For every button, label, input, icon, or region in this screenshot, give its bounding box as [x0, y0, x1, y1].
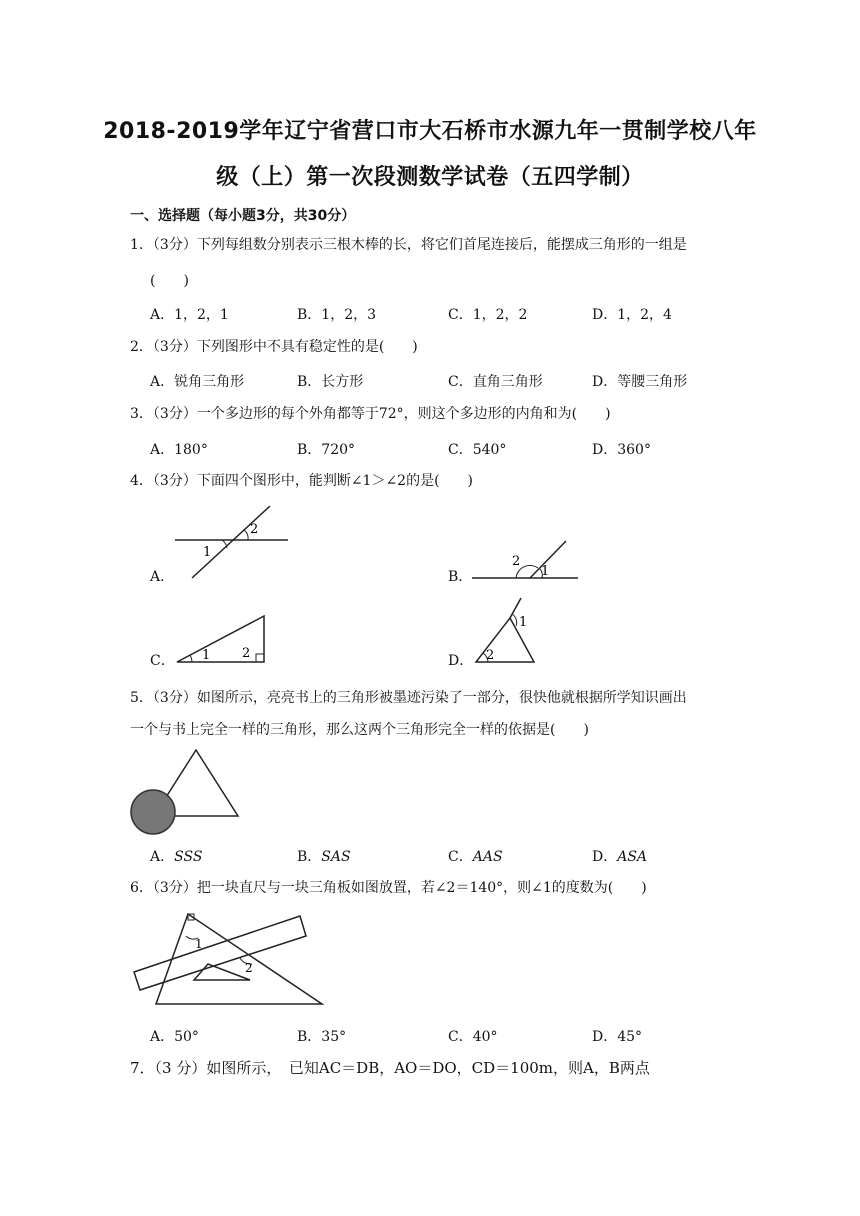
q5-option-a: A．SSS	[150, 849, 203, 865]
q4-figure-d	[466, 596, 541, 666]
q6-option-d: D．45°	[592, 1029, 643, 1045]
q4-figure-b	[468, 535, 588, 585]
q3-option-a: A．180°	[150, 442, 208, 458]
q4-option-c-label: C．	[150, 653, 175, 669]
q2-option-c: C．直角三角形	[448, 374, 543, 390]
q2-option-d: D．等腰三角形	[592, 374, 688, 390]
question-4: 4．（3分）下面四个图形中，能判断∠1＞∠2的是( )	[130, 473, 474, 489]
q3-option-d: D．360°	[592, 442, 651, 458]
q3-option-c: C．540°	[448, 442, 507, 458]
q4-option-a-label: A．	[150, 569, 175, 585]
q4c-angle-2: 2	[242, 646, 251, 661]
q4-option-d-label: D．	[448, 653, 474, 669]
q6-angle-2: 2	[245, 961, 253, 975]
q1-option-b: B．1，2，3	[297, 307, 377, 323]
question-3: 3．（3分）一个多边形的每个外角都等于72°，则这个多边形的内角和为( )	[130, 406, 611, 422]
question-6: 6．（3分）把一块直尺与一块三角板如图放置，若∠2＝140°，则∠1的度数为( )	[130, 880, 647, 896]
q4b-angle-1: 1	[541, 564, 550, 579]
question-2: 2．（3分）下列图形中不具有稳定性的是( )	[130, 339, 418, 355]
q4a-angle-2: 2	[250, 522, 259, 537]
q6-angle-1: 1	[195, 937, 203, 951]
q4c-angle-1: 1	[202, 648, 211, 663]
q6-figure	[128, 908, 328, 1008]
ink-blot	[131, 790, 175, 834]
question-5-line-1: 5．（3分）如图所示，亮亮书上的三角形被墨迹污染了一部分，很快他就根据所学知识画出	[130, 690, 687, 706]
q4b-angle-2: 2	[512, 554, 521, 569]
q1-option-a: A．1，2，1	[150, 307, 229, 323]
question-7: 7．（3 分）如图所示， 已知AC＝DB，AO＝DO，CD＝100m，则A，B两点	[130, 1059, 650, 1077]
q4-figure-c	[172, 612, 272, 667]
q6-option-b: B．35°	[297, 1029, 347, 1045]
q1-option-d: D．1，2，4	[592, 307, 672, 323]
q4a-angle-1: 1	[203, 545, 212, 560]
q4d-angle-1: 1	[519, 615, 528, 630]
section-heading: 一、选择题（每小题3分，共30分）	[130, 208, 356, 224]
q4-option-b-label: B．	[448, 569, 473, 585]
q1-option-c: C．1，2，2	[448, 307, 528, 323]
q4d-angle-2: 2	[486, 648, 495, 663]
q5-option-b: B．SAS	[297, 849, 351, 865]
title-line-2: 级（上）第一次段测数学试卷（五四学制）	[216, 165, 644, 190]
q4-figure-a	[170, 500, 295, 585]
q5-option-d: D．ASA	[592, 849, 648, 865]
question-5-line-2: 一个与书上完全一样的三角形，那么这两个三角形完全一样的依据是( )	[130, 722, 589, 738]
q3-option-b: B．720°	[297, 442, 356, 458]
q5-option-c: C．AAS	[448, 849, 503, 865]
q6-option-c: C．40°	[448, 1029, 498, 1045]
question-1-bracket: ( )	[150, 273, 189, 289]
question-1: 1．（3分）下列每组数分别表示三根木棒的长，将它们首尾连接后，能摆成三角形的一组是	[130, 237, 687, 253]
q5-figure	[128, 748, 243, 840]
q6-option-a: A．50°	[150, 1029, 199, 1045]
q2-option-a: A．锐角三角形	[150, 374, 245, 390]
title-line-1: 2018-2019学年辽宁省营口市大石桥市水源九年一贯制学校八年	[103, 119, 757, 144]
q2-option-b: B．长方形	[297, 374, 364, 390]
